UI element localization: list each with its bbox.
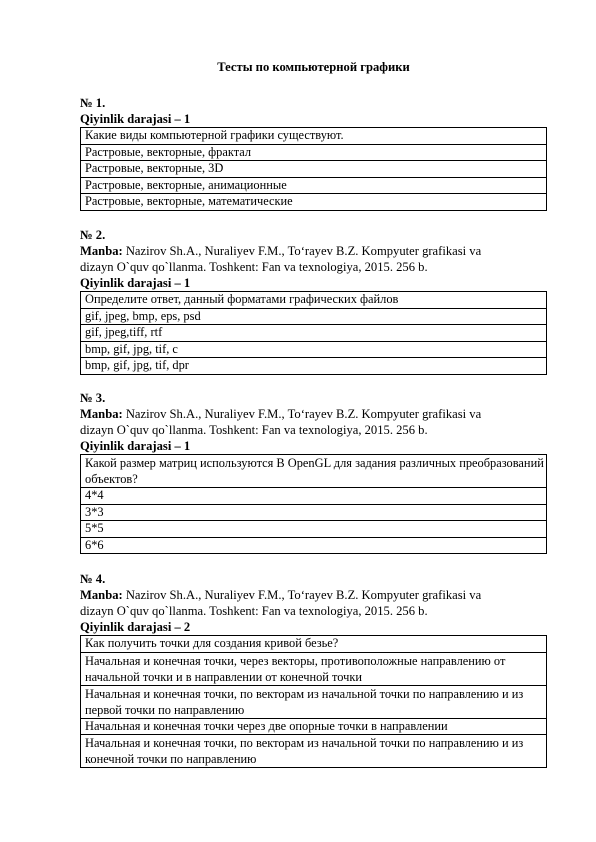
question-number: № 4.: [80, 572, 106, 586]
answer-option: Начальная и конечная точки, по векторам из начальной точки по направлению и из первой точки по направлению: [81, 685, 547, 718]
answer-option: Растровые, векторные, фрактал: [81, 144, 547, 161]
answer-option: 5*5: [81, 521, 547, 538]
question-text: Какие виды компьютерной графики существуют.: [81, 128, 547, 145]
question-3: [80, 390, 547, 554]
difficulty-level: Qiyinlik darajasi – 2: [80, 620, 191, 634]
difficulty-level: Qiyinlik darajasi – 1: [80, 276, 191, 290]
source-label: Manba:: [80, 588, 123, 602]
answer-table: [80, 127, 547, 211]
question-number: № 3.: [80, 391, 106, 405]
answer-option: bmp, gif, jpg, tif, c: [81, 341, 547, 358]
answer-table: [80, 291, 547, 375]
answer-option: Начальная и конечная точки, по векторам из начальной точки по направлению и из конечной точки по направлению: [81, 735, 547, 768]
question-4: [80, 571, 547, 768]
answer-option: 6*6: [81, 537, 547, 554]
source-text-continued: dizayn O`quv qo`llanma. Toshkent: Fan va texnologiya, 2015. 256 b.: [80, 423, 428, 437]
answer-option: Начальная и конечная точки, через векторы, противоположные направлению от начальной точки и в направлении от конечной точки: [81, 652, 547, 685]
answer-option: bmp, gif, jpg, tif, dpr: [81, 358, 547, 375]
answer-option: Начальная и конечная точки через две опорные точки в направлении: [81, 718, 547, 735]
answer-option: Растровые, векторные, 3D: [81, 161, 547, 178]
question-text: Определите ответ, данный форматами графических файлов: [81, 292, 547, 309]
answer-option: gif, jpeg,tiff, rtf: [81, 325, 547, 342]
source-label: Manba:: [80, 244, 123, 258]
question-number: № 2.: [80, 228, 106, 242]
difficulty-level: Qiyinlik darajasi – 1: [80, 439, 191, 453]
source-text-continued: dizayn O`quv qo`llanma. Toshkent: Fan va texnologiya, 2015. 256 b.: [80, 260, 428, 274]
answer-table: [80, 454, 547, 554]
source-text: Nazirov Sh.A., Nuraliyev F.M., To‘rayev B.Z. Kompyuter grafikasi va: [122, 244, 482, 258]
question-2: [80, 227, 547, 375]
answer-option: 4*4: [81, 488, 547, 505]
answer-table: [80, 635, 547, 768]
answer-option: Растровые, векторные, анимационные: [81, 177, 547, 194]
answer-option: Растровые, векторные, математические: [81, 194, 547, 211]
answer-option: gif, jpeg, bmp, eps, psd: [81, 308, 547, 325]
source-label: Manba:: [80, 407, 123, 421]
source-text: Nazirov Sh.A., Nuraliyev F.M., To‘rayev B.Z. Kompyuter grafikasi va: [122, 407, 482, 421]
question-text: Как получить точки для создания кривой безье?: [81, 636, 547, 653]
source-text-continued: dizayn O`quv qo`llanma. Toshkent: Fan va texnologiya, 2015. 256 b.: [80, 604, 428, 618]
source-citation: [80, 243, 547, 259]
source-citation: [80, 587, 547, 603]
source-citation: [80, 406, 547, 422]
answer-option: 3*3: [81, 504, 547, 521]
difficulty-level: Qiyinlik darajasi – 1: [80, 112, 191, 126]
source-text: Nazirov Sh.A., Nuraliyev F.M., To‘rayev B.Z. Kompyuter grafikasi va: [122, 588, 482, 602]
question-1: [80, 95, 547, 211]
document-title: Тесты по компьютерной графики: [217, 60, 410, 74]
question-number: № 1.: [80, 96, 106, 110]
question-text: Какой размер матриц используются В OpenGL для задания различных преобразований объектов?: [81, 455, 547, 488]
